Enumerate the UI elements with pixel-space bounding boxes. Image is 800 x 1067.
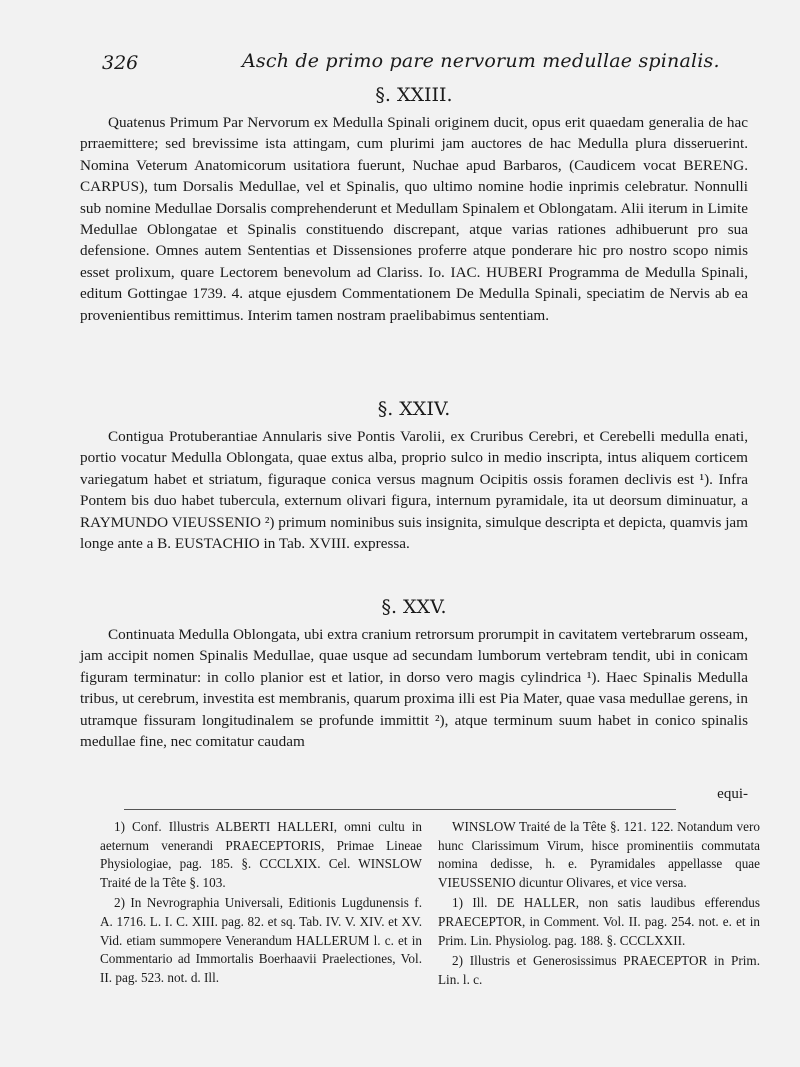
footnote: WINSLOW Traité de la Tête §. 121. 122. Notandum vero hunc Clarissimum Virum, hisce prominentiis commutata nomina dedisse, h. e. Pyramidales appellasse quae VIEUSSENIO dicuntur Olivares, et vice versa.: [438, 819, 760, 890]
footnote: 1) Ill. DE HALLER, non satis laudibus efferendus PRAECEPTOR, in Comment. Vol. II. pag. 254. not. e. et in Prim. Lin. Physiolog. pag. 188. §. CCCLXXII.: [438, 895, 760, 948]
section-heading: §. XXV.: [381, 596, 447, 618]
page-header: [92, 46, 722, 76]
section-heading: §. XXIII.: [375, 84, 453, 106]
running-title: Asch de primo pare nervorum medullae spinalis.: [242, 50, 720, 72]
section-paragraph: Quatenus Primum Par Nervorum ex Medulla Spinali originem ducit, opus erit quaedam generalia de hac prraemittere; sed brevissime ista attingam, cum plurimi jam auctores de hac Medulla plura disseruerint. Nomina Veterum Anatomicorum usitatiora fuerunt, Nuchae apud Barbaros, (Caudicem vocat BERENG. CARPUS), tum Dorsalis Medullae, vel et Spinalis, quo ultimo nomine hodie inprimis celebratur. Nonnulli sub nomine Medullae Dorsalis comprehenderunt et Medullam Spinalem et Oblongatam. Alii iterum in Limite Medullae Oblongatae et Spinalis constituendo discrepant, atque varias rationes adhibuerunt pro sua defensione. Omnes autem Sententias et Dissensiones proferre atque ponderare hic pro nostro scopo nimis esset prolixum, quare Lectorem benevolum ad Clariss. Io. IAC. HUBERI Programma de Medulla Spinali, editum Gottingae 1739. 4. atque ejusdem Commentationem De Medulla Spinali, speciatim de Nervis ab ea provenientibus remittimus. Interim tamen nostram praelibabimus sententiam.: [80, 114, 748, 324]
catchword: equi-: [717, 786, 748, 802]
footnote: 2) In Nevrographia Universali, Editionis Lugdunensis f. A. 1716. L. I. C. XIII. pag. 82. et sq. Tab. IV. V. XIV. et XV. Vid. etiam summopere Venerandum HALLERUM l. c. et in Commentario ad Immortalis Boerhaavii Praelectiones, Vol. II. pag. 523. not. d. Ill.: [100, 895, 422, 985]
footnotes: [100, 818, 760, 991]
section-xxiii: [80, 84, 748, 326]
section-paragraph: Contigua Protuberantiae Annularis sive Pontis Varolii, ex Cruribus Cerebri, et Cerebelli medulla enati, portio vocatur Medulla Oblongata, quae extus alba, proprio sulco in medio inscripta, intus aliquem corticem variegatum habet et striatum, figuraque conica versus magnum Ocipitis ossis foramen declivis est ¹). Infra Pontem bis duo habet tubercula, externum olivari figura, internum pyramidale, ita ut deorsum diminuatur, a RAYMUNDO VIEUSSENIO ²) primum nominibus suis insignita, simulque descripta et depicta, quamvis jam longe ante a B. EUSTACHIO in Tab. XVIII. expressa.: [80, 428, 748, 553]
section-heading: §. XXIV.: [377, 398, 451, 420]
footnote: 1) Conf. Illustris ALBERTI HALLERI, omni cultu in aeternum venerandi PRAECEPTORIS, Primae Lineae Physiologiae, pag. 185. §. CCCLXIX. Cel. WINSLOW Traité de la Tête §. 103.: [100, 819, 422, 890]
section-xxv: [80, 596, 748, 752]
footnotes-right-column: [438, 818, 760, 991]
footnote: 2) Illustris et Generosissimus PRAECEPTOR in Prim. Lin. l. c.: [438, 953, 760, 987]
page-number: 326: [102, 52, 139, 74]
footnote-divider: [124, 809, 676, 810]
footnotes-left-column: [100, 818, 422, 991]
section-paragraph: Continuata Medulla Oblongata, ubi extra cranium retrorsum prorumpit in cavitatem vertebrarum osseam, jam accipit nomen Spinalis Medullae, quae usque ad secundam lumborum vertebram tendit, ubi in conicam figuram terminatur: in collo planior est et latior, in dorso vero magis cylindrica ¹). Haec Spinalis Medulla tribus, ut cerebrum, investita est membranis, quarum proxima illi est Pia Mater, quae vasa medullae gerens, in utramque fissuram longitudinalem se profunde immittit ²), atque terminum suum habet in conico spinalis medullae fine, nec comitatur caudam: [80, 626, 748, 751]
section-xxiv: [80, 398, 748, 554]
